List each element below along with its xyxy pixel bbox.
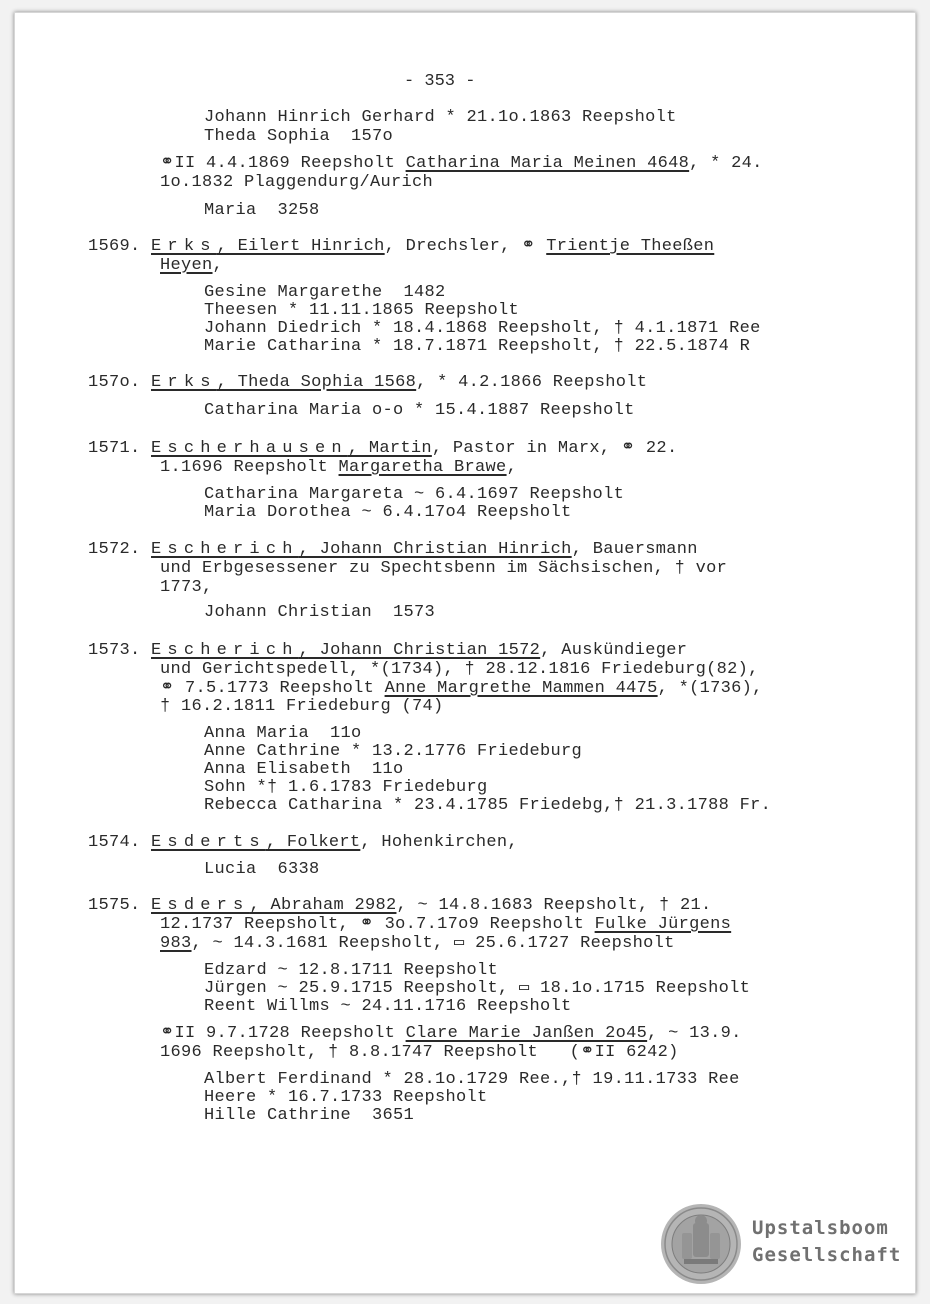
surname-entry xyxy=(151,641,540,660)
text-segment: Anna Maria 11o xyxy=(204,724,362,743)
text-line xyxy=(204,338,750,356)
seal-icon xyxy=(660,1203,742,1285)
text-segment: , Pastor in Marx, ⚭ 22. xyxy=(431,439,678,458)
entry-name-rest: , Eilert Hinrich xyxy=(216,237,385,256)
text-segment: , ~ 14.8.1683 Reepsholt, † 21. xyxy=(396,896,712,915)
text-line xyxy=(204,302,519,320)
text-line xyxy=(160,459,517,477)
surname-entry xyxy=(151,540,572,559)
text-line xyxy=(204,109,677,127)
text-line xyxy=(204,779,488,797)
text-segment: Sohn *† 1.6.1783 Friedeburg xyxy=(204,778,488,797)
text-segment: ⚭II 4.4.1869 Reepsholt xyxy=(160,154,406,173)
text-line xyxy=(204,861,320,879)
text-line xyxy=(160,661,759,679)
text-segment: , * 24. xyxy=(689,154,763,173)
underlined-name: Trientje Theeßen xyxy=(546,237,715,256)
underlined-name: Catharina Maria Meinen 4648 xyxy=(405,154,690,173)
text-line xyxy=(160,560,727,578)
text-segment: 1574. xyxy=(88,833,152,852)
surname-entry xyxy=(151,373,416,392)
text-line xyxy=(204,604,435,622)
text-segment: 1773, xyxy=(160,578,213,597)
surname-entry xyxy=(151,833,360,852)
underlined-name: 983 xyxy=(160,934,192,953)
text-segment: 1696 Reepsholt, † 8.8.1747 Reepsholt (⚭II 6242) xyxy=(160,1043,679,1062)
text-segment: , xyxy=(506,458,518,477)
text-line xyxy=(204,202,320,220)
text-segment: Theda Sophia 157o xyxy=(204,127,394,146)
entry-name-rest: , Johann Christian 1572 xyxy=(298,641,541,660)
text-segment: , Bauersmann xyxy=(571,540,698,559)
text-line xyxy=(88,897,712,915)
text-line xyxy=(88,834,518,852)
text-segment: 1571. xyxy=(88,439,152,458)
underlined-name: Margaretha Brawe xyxy=(338,458,507,477)
surname: Esderts xyxy=(151,833,266,852)
text-line xyxy=(204,962,498,980)
text-line xyxy=(160,579,213,597)
text-segment: , *(1736), xyxy=(657,679,763,698)
text-segment: 1575. xyxy=(88,896,152,915)
logo-text xyxy=(752,1215,901,1269)
text-segment: und Gerichtspedell, *(1734), † 28.12.1816 Friedeburg(82), xyxy=(160,660,759,679)
text-segment: Rebecca Catharina * 23.4.1785 Friedebg,† 21.3.1788 Fr. xyxy=(204,796,772,815)
surname-entry xyxy=(151,439,432,458)
text-line xyxy=(160,698,444,716)
text-segment: Anne Cathrine * 13.2.1776 Friedeburg xyxy=(204,742,583,761)
text-segment: , ~ 13.9. xyxy=(647,1024,742,1043)
text-line xyxy=(160,155,763,173)
text-segment: 157o. xyxy=(88,373,152,392)
text-line xyxy=(204,504,572,522)
text-line xyxy=(88,642,687,660)
text-segment: Anna Elisabeth 11o xyxy=(204,760,404,779)
surname-entry xyxy=(151,237,385,256)
text-segment: Lucia 6338 xyxy=(204,860,320,879)
text-segment: ⚭ 7.5.1773 Reepsholt xyxy=(160,679,385,698)
text-segment: , Hohenkirchen, xyxy=(360,833,518,852)
text-line xyxy=(204,486,624,504)
text-segment: Reent Willms ~ 24.11.1716 Reepsholt xyxy=(204,997,572,1016)
text-segment: Maria 3258 xyxy=(204,201,320,220)
text-line xyxy=(160,935,675,953)
logo-line-2: Gesellschaft xyxy=(752,1244,902,1266)
text-segment: Catharina Maria o-o * 15.4.1887 Reepsholt xyxy=(204,401,635,420)
text-line xyxy=(88,541,698,559)
underlined-name: Anne Margrethe Mammen 4475 xyxy=(384,679,658,698)
text-segment: 1o.1832 Plaggendurg/Aurich xyxy=(160,173,434,192)
text-line xyxy=(88,374,647,392)
text-segment: und Erbgesessener zu Spechtsbenn im Sächsischen, † vor xyxy=(160,559,728,578)
text-line xyxy=(204,402,635,420)
text-segment: Johann Hinrich Gerhard * 21.1o.1863 Reepsholt xyxy=(204,108,677,127)
surname: Erks xyxy=(151,237,217,256)
surname: Escherich xyxy=(151,641,299,660)
entry-name-rest: , Theda Sophia 1568 xyxy=(216,373,417,392)
text-line xyxy=(204,998,572,1016)
text-line xyxy=(160,257,223,275)
text-segment: , Auskündieger xyxy=(540,641,688,660)
text-segment: Catharina Margareta ~ 6.4.1697 Reepsholt xyxy=(204,485,625,504)
entry-name-rest: , Martin xyxy=(347,439,432,458)
text-line xyxy=(204,1107,414,1125)
text-segment: 1569. xyxy=(88,237,152,256)
text-line xyxy=(204,725,362,743)
text-line xyxy=(204,797,771,815)
text-line xyxy=(204,761,404,779)
logo-line-1: Upstalsboom xyxy=(752,1217,889,1239)
text-segment: † 16.2.1811 Friedeburg (74) xyxy=(160,697,444,716)
surname: Erks xyxy=(151,373,217,392)
text-segment: Gesine Margarethe 1482 xyxy=(204,283,446,302)
text-segment: Johann Diedrich * 18.4.1868 Reepsholt, † 4.1.1871 Ree xyxy=(204,319,761,338)
entry-name-rest: , Abraham 2982 xyxy=(249,896,397,915)
underlined-name: Heyen xyxy=(160,256,213,275)
underlined-name: Clare Marie Janßen 2o45 xyxy=(405,1024,648,1043)
entry-name-rest: , Folkert xyxy=(265,833,361,852)
text-line xyxy=(204,1071,740,1089)
text-segment: Marie Catharina * 18.7.1871 Reepsholt, † 22.5.1874 R xyxy=(204,337,751,356)
text-segment: , * 4.2.1866 Reepsholt xyxy=(416,373,648,392)
text-segment: Johann Christian 1573 xyxy=(204,603,436,622)
surname-entry xyxy=(151,896,396,915)
text-line xyxy=(204,284,446,302)
text-segment: , xyxy=(212,256,224,275)
text-line xyxy=(160,680,763,698)
surname: Escherich xyxy=(151,540,299,559)
text-segment: ⚭II 9.7.1728 Reepsholt xyxy=(160,1024,406,1043)
text-line xyxy=(204,1089,488,1107)
text-segment: Theesen * 11.11.1865 Reepsholt xyxy=(204,301,520,320)
text-line xyxy=(204,980,750,998)
text-line xyxy=(160,1025,742,1043)
surname: Escherhausen xyxy=(151,439,348,458)
text-segment: Hille Cathrine 3651 xyxy=(204,1106,415,1125)
text-segment: , Drechsler, ⚭ xyxy=(384,237,547,256)
text-segment: , ~ 14.3.1681 Reepsholt, ▭ 25.6.1727 Reepsholt xyxy=(191,934,675,953)
page-number: - 353 - xyxy=(404,72,476,91)
text-segment: Jürgen ~ 25.9.1715 Reepsholt, ▭ 18.1o.1715 Reepsholt xyxy=(204,979,751,998)
text-segment: 1.1696 Reepsholt xyxy=(160,458,339,477)
text-line xyxy=(160,916,731,934)
text-segment: 1573. xyxy=(88,641,152,660)
text-segment: 12.1737 Reepsholt, ⚭ 3o.7.17o9 Reepsholt xyxy=(160,915,595,934)
text-segment: Edzard ~ 12.8.1711 Reepsholt xyxy=(204,961,499,980)
underlined-name: Fulke Jürgens xyxy=(594,915,732,934)
text-line xyxy=(160,174,433,192)
text-line xyxy=(204,743,582,761)
surname: Esders xyxy=(151,896,250,915)
text-line xyxy=(88,238,714,256)
entry-name-rest: , Johann Christian Hinrich xyxy=(298,540,572,559)
text-segment: 1572. xyxy=(88,540,152,559)
text-segment: Heere * 16.7.1733 Reepsholt xyxy=(204,1088,488,1107)
text-segment: Albert Ferdinand * 28.1o.1729 Ree.,† 19.11.1733 Ree xyxy=(204,1070,740,1089)
text-segment: Maria Dorothea ~ 6.4.17o4 Reepsholt xyxy=(204,503,572,522)
text-line xyxy=(204,320,761,338)
text-line xyxy=(160,1044,679,1062)
text-line xyxy=(88,440,677,458)
text-line xyxy=(204,128,393,146)
